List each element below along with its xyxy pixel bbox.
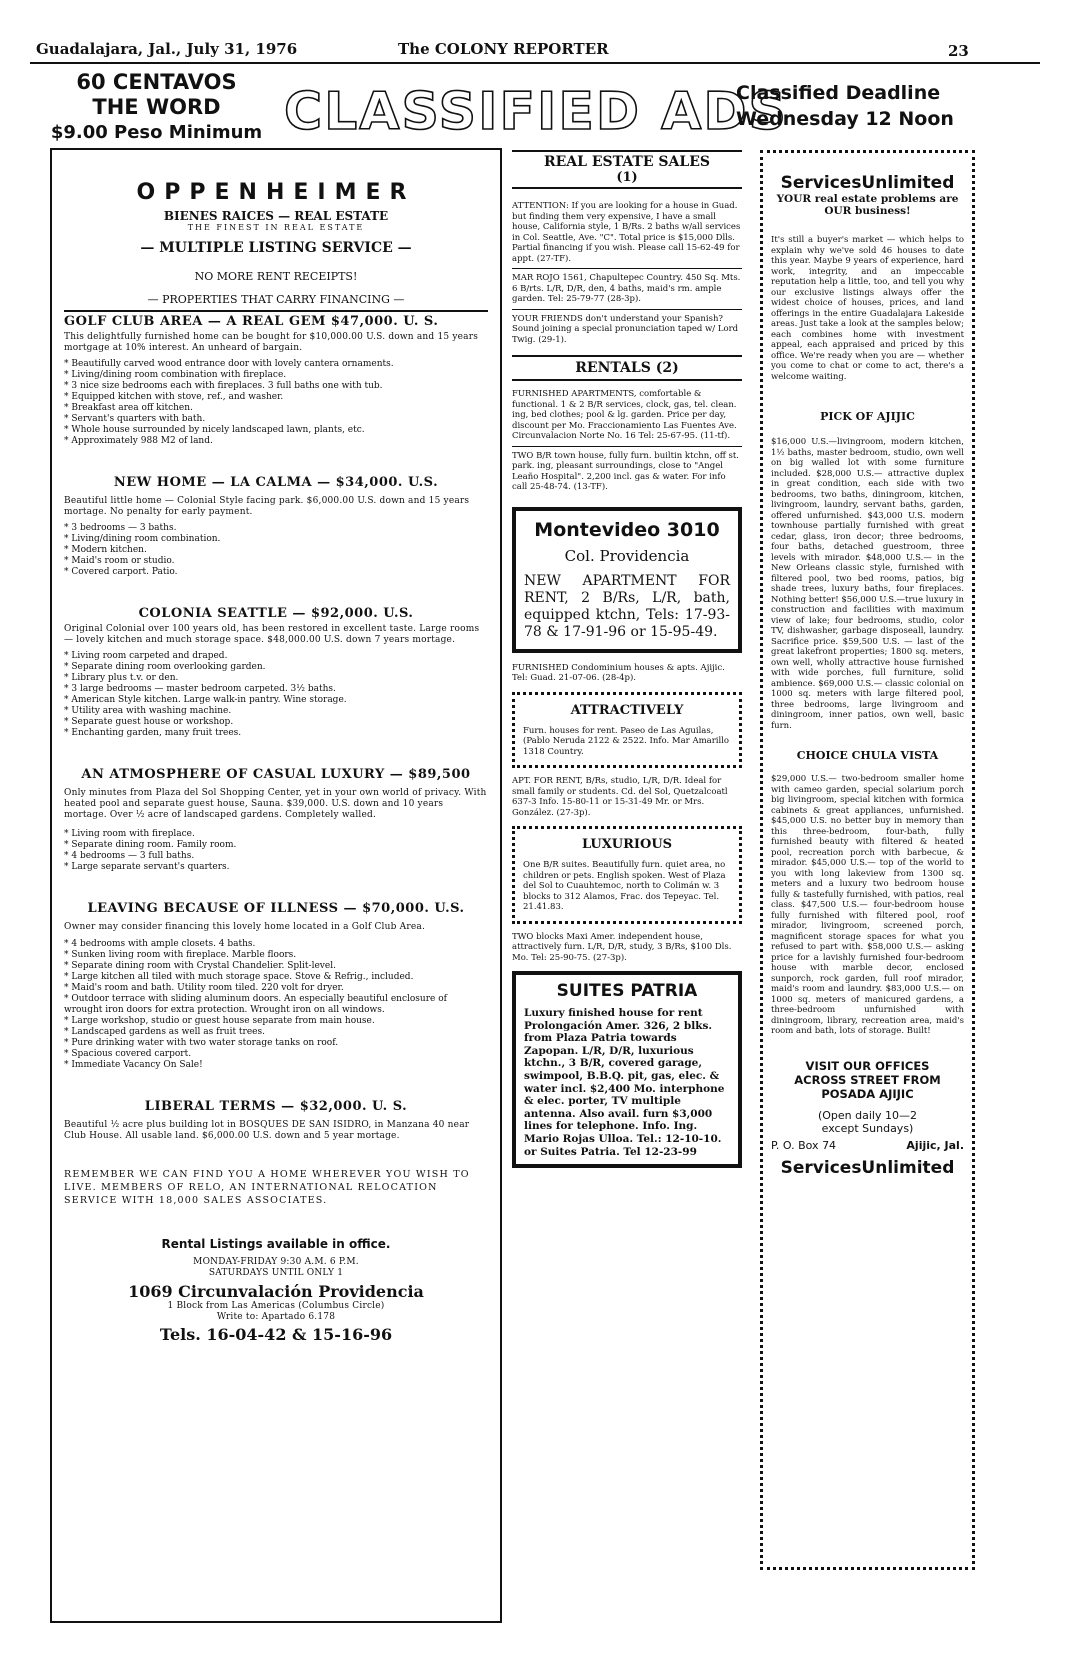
listing-features <box>64 651 488 739</box>
feature-item: * Equipped kitchen with stove, ref., and washer. <box>64 392 488 403</box>
section-heading: PICK OF AJIJIC <box>820 410 915 423</box>
listing-casual-luxury <box>64 767 488 873</box>
feature-item: * Separate dining room with Crystal Chandelier. Split-level. <box>64 961 488 972</box>
listing-seattle <box>64 606 488 739</box>
rate-line-1: 60 CENTAVOS <box>76 70 237 94</box>
classified-ad: TWO blocks Maxi Amer. independent house, attractively furn. L/R, D/R, study, 3 B/Rs, $100 Dls. Mo. Tel: 25-90-75. (27-3p). <box>512 931 732 963</box>
open-hours-1: (Open daily 10—2 <box>817 1108 917 1122</box>
listing-body: Owner may consider financing this lovely home located in a Golf Club Area. <box>64 922 426 932</box>
section-title: RENTALS (2) <box>575 360 679 376</box>
feature-item: * Outdoor terrace with sliding aluminum doors. An especially beautiful enclosure of wrought iron doors for extra protection. Wrought iron on all windows. <box>64 994 488 1016</box>
middle-column <box>512 150 742 1168</box>
rate-line-2: THE WORD <box>92 95 221 119</box>
classified-ad: TWO B/R town house, fully furn. builtin ktchn, off st. park. ing, pleasant surroundings, close to "Angel Leaño Hospital". 2,200 incl. gas & water. For info call 25-48-74. (13-TF). <box>512 450 739 492</box>
feature-item: * Landscaped gardens as well as fruit trees. <box>64 1027 488 1038</box>
listing-title: LIBERAL TERMS — $32,000. U. S. <box>144 1099 408 1114</box>
feature-item: * 4 bedrooms — 3 full baths. <box>64 851 488 862</box>
listing-features <box>64 523 488 578</box>
listing-title: LEAVING BECAUSE OF ILLNESS — $70,000. U.S. <box>87 901 465 916</box>
listing-body: $16,000 U.S.—livingroom, modern kitchen, 1½ baths, master bedroom, studio, own well on big walled lot with some furniture included. $28,000 U.S.— attractive duplex in great condition, each side with two bedrooms, two baths, diningroom, kitchen, livingroom, laundry, servant baths, garden, offered unfurnished. $43,000 U.S. modern townhouse partially furnished with great cedar, glass, iron decor; three bedrooms, four baths, detached guestroom, three levels with mirador. $48,000 U.S.— in the New Orleans classic style, furnished with filtered pool, two bed rooms, patios, big shade trees, luxury baths, four fireplaces. Nothing better! $56,000 U.S.—true luxury in construction and facilities with maximum view of lake; four bedrooms, studio, color TV, dishwasher, garbage disposeall, laundry. Sacrifice price. $59,500 U.S. — last of the great lakefront properties; 1800 sq. meters, own well, wholly attractive house furnished with wide porches, full furniture, solid ambience. $69,000 U.S.— classic colonial on 1000 sq. meters with large filtered pool, three bedrooms, large livingroom and diningroom, inner patios, own well, basic furn. <box>771 437 964 731</box>
rate-line-3: $9.00 Peso Minimum <box>50 122 263 143</box>
feature-item: * 4 bedrooms with ample closets. 4 baths. <box>64 939 488 950</box>
listing-body: This delightfully furnished home can be bought for $10,000.00 U.S. down and 15 years mortgage at 10% interest. An unheard of bargain. <box>64 332 479 353</box>
listing-la-calma <box>64 475 488 578</box>
oppenheimer-ad <box>50 148 502 1623</box>
feature-item: * Beautifully carved wood entrance door with lovely cantera ornaments. <box>64 359 488 370</box>
ad-title: SUITES PATRIA <box>556 981 698 1001</box>
visit-line-1: VISIT OUR OFFICES <box>805 1058 930 1073</box>
listing-features <box>64 829 488 873</box>
classified-ad: ATTENTION: If you are looking for a house in Guad. but finding them very expensive, I have a small house, California style, 1 B/Rs. 2 baths w/all services in Col. Seattle, Ave. "C". Total price is $15,000 Dlls. Partial financing if you wish. Please call 15-62-49 for appt. (27-TF). <box>512 201 741 264</box>
feature-item: * American Style kitchen. Large walk-in pantry. Wine storage. <box>64 695 488 706</box>
real-estate-sales-header <box>512 150 742 189</box>
ad-title: LUXURIOUS <box>581 837 673 852</box>
ad-title: Montevideo 3010 <box>534 518 720 541</box>
rate-box <box>44 70 269 145</box>
listing-body: Beautiful ½ acre plus building lot in BOSQUES DE SAN ISIDRO, in Manzana 40 near Club House. All usable land. $6,000.00 U.S. down and 5 year mortage. <box>64 1120 470 1141</box>
listing-liberal-terms <box>64 1099 488 1142</box>
feature-item: * Breakfast area off kitchen. <box>64 403 488 414</box>
feature-item: * Sunken living room with fireplace. Marble floors. <box>64 950 488 961</box>
luxurious-ad <box>512 826 742 924</box>
classified-ad: APT. FOR RENT, B/Rs, studio, L/R, D/R. Ideal for small family or students. Cd. del Sol, Quetzalcoatl 637-3 Info. 15-80-11 or 15-31-49 Mr. or Mrs. González. (27-3p). <box>512 776 728 818</box>
feature-item: * Covered carport. Patio. <box>64 567 488 578</box>
divider <box>512 309 742 310</box>
po-box-line <box>771 1139 964 1152</box>
classified-ad: FURNISHED APARTMENTS, comfortable & functional. 1 & 2 B/R services, clock, gas, tel. clean. ing, bed clothes; pool & lg. garden. Price per day, discount per Mo. Fraccionamiento Las Fuentes Ave. Circunvalacion Norte No. 16 Tel: 25-67-95. (11-tf). <box>512 389 737 441</box>
agency-sub-2: THE FINEST IN REAL ESTATE <box>187 223 365 232</box>
mls-heading: — MULTIPLE LISTING SERVICE — <box>140 240 412 256</box>
classified-banner: CLASSIFIED ADS <box>284 82 788 142</box>
feature-item: * Utility area with washing machine. <box>64 706 488 717</box>
classified-ad: MAR ROJO 1561, Chapultepec Country. 450 Sq. Mts. 6 B/rts. L/R, D/R, den, 4 baths, maid's rm. ample garden. Tel: 25-79-77 (28-3p). <box>512 273 741 304</box>
section-heading: CHOICE CHULA VISTA <box>796 749 939 762</box>
relo-notice: REMEMBER WE CAN FIND YOU A HOME WHEREVER YOU WISH TO LIVE. MEMBERS OF RELO, AN INTERNATIONAL RELOCATION SERVICE WITH 18,000 SALES ASSOCIATES. <box>64 1169 470 1206</box>
agency-sub-1: BIENES RAICES — REAL ESTATE <box>163 209 389 223</box>
ad-intro: It's still a buyer's market — which helps to explain why we've sold 46 houses to date this year. Maybe 9 years of experience, hard work, integrity, and an impeccable reputation help a little, too, and tell you why our exclusive listings always offer the widest choice of houses, prices, and land offerings in the entire Guadalajara Lakeside areas. Just take a look at the samples below; each combines home with investment appeal, each appraised and priced by this office. We're ready when you are — whether you come to chat or come to act, there's a welcome waiting. <box>771 235 964 382</box>
po-box: P. O. Box 74 <box>771 1138 837 1152</box>
feature-item: * Large workshop, studio or guest house separate from main house. <box>64 1016 488 1027</box>
listing-title: COLONIA SEATTLE — $92,000. U.S. <box>138 606 414 621</box>
feature-item: * Separate dining room overlooking garden. <box>64 662 488 673</box>
financing-line: — PROPERTIES THAT CARRY FINANCING — <box>147 293 405 306</box>
office-hours-1: MONDAY-FRIDAY 9:30 A.M. 6 P.M. <box>193 1257 359 1267</box>
feature-item: * Living room with fireplace. <box>64 829 488 840</box>
feature-item: * Large kitchen all tiled with much storage space. Stove & Refrig., included. <box>64 972 488 983</box>
newspaper-name: The COLONY REPORTER <box>398 40 609 58</box>
ad-body: Furn. houses for rent. Paseo de Las Aguilas, (Pablo Neruda 2122 & 2522. Info. Mar Amarillo 1318 Country. <box>523 725 730 757</box>
feature-item: * Servant's quarters with bath. <box>64 414 488 425</box>
page-number: 23 <box>948 42 969 60</box>
feature-item: * Whole house surrounded by nicely landscaped lawn, plants, etc. <box>64 425 488 436</box>
listing-body: Original Colonial over 100 years old, has been restored in excellent taste. Large rooms — lovely kitchen and much storage space. $48,000.00 U.S. down 7 years mortage. <box>64 624 480 645</box>
deadline-line-2: Wednesday 12 Noon <box>736 108 954 130</box>
rental-listings-line: Rental Listings available in office. <box>161 1237 391 1251</box>
listing-body: Beautiful little home — Colonial Style facing park. $6,000.00 U.S. down and 15 years mortage. No penalty for early payment. <box>64 496 470 517</box>
ad-body: One B/R suites. Beautifully furn. quiet area, no children or pets. English spoken. West of Plaza del Sol to Cuauhtemoc, north to Colimán w. 3 blocks to 312 Alamos, Frac. dos Tepeyac. Tel. 21.41.83. <box>523 860 726 912</box>
deadline-line-1: Classified Deadline <box>736 82 941 104</box>
feature-item: * Large separate servant's quarters. <box>64 862 488 873</box>
ad-title: ATTRACTIVELY <box>570 702 684 718</box>
feature-item: * Spacious covered carport. <box>64 1049 488 1060</box>
mailing-address: Write to: Apartado 6.178 <box>216 1312 336 1322</box>
attractively-ad <box>512 692 742 769</box>
listing-golf <box>64 314 488 447</box>
masthead-rule <box>30 62 1040 64</box>
office-hours-2: SATURDAYS UNTIL ONLY 1 <box>208 1268 344 1278</box>
services-unlimited-ad <box>760 150 975 1570</box>
feature-item: * Maid's room or studio. <box>64 556 488 567</box>
feature-item: * Living/dining room combination with fireplace. <box>64 370 488 381</box>
feature-item: * Modern kitchen. <box>64 545 488 556</box>
phone-numbers: Tels. 16-04-42 & 15-16-96 <box>159 1325 393 1344</box>
office-location: 1 Block from Las Americas (Columbus Circle) <box>167 1301 385 1311</box>
feature-item: * Maid's room and bath. Utility room tiled. 220 volt for dryer. <box>64 983 488 994</box>
feature-item: * Pure drinking water with two water storage tanks on roof. <box>64 1038 488 1049</box>
ad-body: NEW APARTMENT FOR RENT, 2 B/Rs, L/R, bath, equipped ktchn, Tels: 17-93-78 & 17-91-96 or 15-95-49. <box>524 572 730 640</box>
listing-body: Only minutes from Plaza del Sol Shopping Center, yet in your own world of privacy. With heated pool and separate guest house, Sauna. $39,000. U.S. down and 10 years mortage. Over ½ acre of landscaped gardens. Completely walled. <box>64 788 487 820</box>
visit-line-2: ACROSS STREET FROM <box>794 1072 941 1087</box>
classified-ad: YOUR FRIENDS don't understand your Spanish? Sound joining a special pronunciation taped w/ Lord Twig. (29-1). <box>512 313 739 345</box>
office-address: 1069 Circunvalación Providencia <box>128 1282 424 1301</box>
ad-footer-title: ServicesUnlimited <box>780 1157 955 1178</box>
no-rent-line: NO MORE RENT RECEIPTS! <box>194 270 358 283</box>
feature-item: * 3 bedrooms — 3 baths. <box>64 523 488 534</box>
divider <box>512 268 742 269</box>
open-hours-2: except Sundays) <box>821 1121 914 1135</box>
listing-title: GOLF CLUB AREA — A REAL GEM $47,000. U. S. <box>64 314 439 329</box>
rentals-header <box>512 355 742 381</box>
agency-name: OPPENHEIMER <box>136 180 416 205</box>
classified-ad: FURNISHED Condominium houses & apts. Ajijic. Tel: Guad. 21-07-06. (28-4p). <box>512 662 725 683</box>
feature-item: * Living room carpeted and draped. <box>64 651 488 662</box>
montevideo-ad <box>512 507 742 653</box>
listing-illness <box>64 901 488 1071</box>
feature-item: * Separate dining room. Family room. <box>64 840 488 851</box>
visit-line-3: POSADA AJIJIC <box>821 1086 914 1101</box>
po-box-city: Ajijic, Jal. <box>906 1138 964 1152</box>
feature-item: * Approximately 988 M2 of land. <box>64 436 488 447</box>
listing-title: NEW HOME — LA CALMA — $34,000. U.S. <box>113 475 439 490</box>
section-title: REAL ESTATE SALES <box>544 154 710 170</box>
feature-item: * Immediate Vacancy On Sale! <box>64 1060 488 1071</box>
listing-body: $29,000 U.S.— two-bedroom smaller home with cameo garden, special solarium porch big livingroom, special kitchen with formica cabinets & great appliances, unfurnished. $45,000 U.S. no better buy in memory than this three-bedroom, four-bath, fully furnished beauty with filtered & heated pool, recreation porch with barbecue, & mirador. $45,000 U.S.— top of the world to you with long lakeview from 1300 sq. meters and a luxury two bedroom house fully & tastefully furnished, with patios, real class. $47,500 U.S.— four-bedroom house fully furnished with filtered pool, roof mirador, livingroom, screened porch, magnificent storage spaces for what you refused to part with. $58,000 U.S.— asking price for a lavishly furnished four-bedroom house with marble decor, enclosed sunporch, rock garden, full roof mirador, maid's room and laundry. $83,000 U.S.— on 1000 sq. meters of manicured gardens, a three-bedroom unfurnished with diningroom, library, recreation area, maid's room and bath, lots of storage. Built! <box>771 774 964 1036</box>
feature-item: * Living/dining room combination. <box>64 534 488 545</box>
feature-item: * Enchanting garden, many fruit trees. <box>64 728 488 739</box>
listing-title: AN ATMOSPHERE OF CASUAL LUXURY — $89,500 <box>81 767 471 782</box>
feature-item: * 3 nice size bedrooms each with fireplaces. 3 full baths one with tub. <box>64 381 488 392</box>
ad-title: ServicesUnlimited <box>780 173 955 193</box>
deadline-box <box>736 80 954 132</box>
feature-item: * 3 large bedrooms — master bedroom carpeted. 3½ baths. <box>64 684 488 695</box>
feature-item: * Library plus t.v. or den. <box>64 673 488 684</box>
listing-features <box>64 939 488 1071</box>
listing-features <box>64 359 488 447</box>
divider <box>512 446 742 447</box>
section-number: (1) <box>616 170 638 185</box>
ad-body: Luxury finished house for rent Prolongación Amer. 326, 2 blks. from Plaza Patria towards Zapopan. L/R, D/R, luxurious ktchn., 3 B/R, covered garage, swimpool, B.B.Q. pit, gas, elec. & water incl. $2,400 Mo. interphone & elec. porter, TV multiple antenna. Also avail. furn $3,000 lines for telephone. Info. Ing. Mario Rojas Ulloa. Tel.: 12-10-10. or Suites Patria. Tel 12-23-99 <box>524 1007 725 1158</box>
issue-dateline: Guadalajara, Jal., July 31, 1976 <box>36 40 298 58</box>
ad-subtitle: Col. Providencia <box>564 546 690 565</box>
feature-item: * Separate guest house or workshop. <box>64 717 488 728</box>
ad-tagline: YOUR real estate problems are OUR business! <box>776 193 959 217</box>
suites-patria-ad <box>512 971 742 1168</box>
divider <box>64 310 488 312</box>
